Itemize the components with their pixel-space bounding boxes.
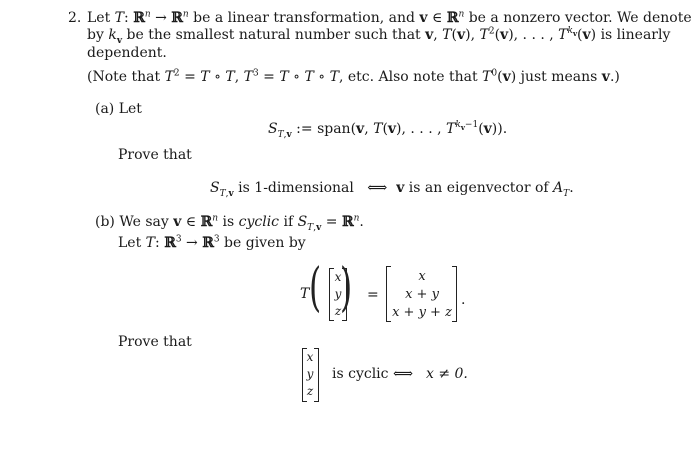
part-b-prove: Prove that	[118, 334, 192, 350]
input-y: y	[334, 287, 342, 301]
problem-line-1: Let T: ℝ$^n$ → ℝ$^n$ be a linear transformation, and v ∈ ℝ$^n$ be a nonzero vector. We denote	[87, 9, 692, 26]
claim-z: z	[306, 384, 314, 398]
problem-number: 2.	[68, 10, 82, 26]
claim-x: x	[306, 350, 314, 364]
part-a-label: (a) Let	[95, 101, 142, 117]
part-b-line-1: (b) We say v ∈ ℝ$^n$ is cyclic if $S_{T,v}$ = ℝ$^n$.	[95, 213, 364, 233]
claim-y: y	[306, 367, 314, 381]
output-row-2: x + y	[405, 287, 439, 302]
period: .	[461, 292, 466, 308]
claim-text: is cyclic	[332, 366, 389, 382]
equals-sign: =	[367, 287, 379, 303]
part-a-statement: $S_{T,v}$ is 1-dimensional ⟺ v is an eigenvector of $A_T$.	[210, 180, 574, 199]
claim-iff: ⟺	[393, 366, 414, 382]
part-a-definition: $S_{T,v}$ := span(v, T(v), . . . , $T^{k_v-1}(v)$).	[268, 120, 508, 140]
iff-symbol: ⟺	[367, 180, 388, 196]
problem-line-2: by $k_v$ be the smallest natural number such that v, T(v), $T^2(v)$, . . . , $T^{k_v}(v)$ is linearly	[87, 26, 671, 46]
problem-note: (Note that $T^2 = T$ ∘ T, $T^3 = T$ ∘ T ∘ T, etc. Also note that $T^0(v)$ just means v.)	[87, 68, 620, 85]
problem-line-3: dependent.	[87, 45, 167, 61]
output-row-3: x + y + z	[392, 305, 452, 320]
input-x: x	[334, 270, 342, 284]
transform-T: T	[300, 286, 310, 302]
claim-condition: x ≠ 0.	[426, 366, 468, 382]
input-z: z	[334, 304, 342, 318]
part-b-line-2: Let T: ℝ$^3$ → ℝ$^3$ be given by	[118, 234, 306, 251]
left-paren: (	[309, 258, 322, 318]
part-a-prove: Prove that	[118, 147, 192, 163]
right-paren: )	[340, 258, 353, 318]
output-row-1: x	[418, 269, 426, 284]
